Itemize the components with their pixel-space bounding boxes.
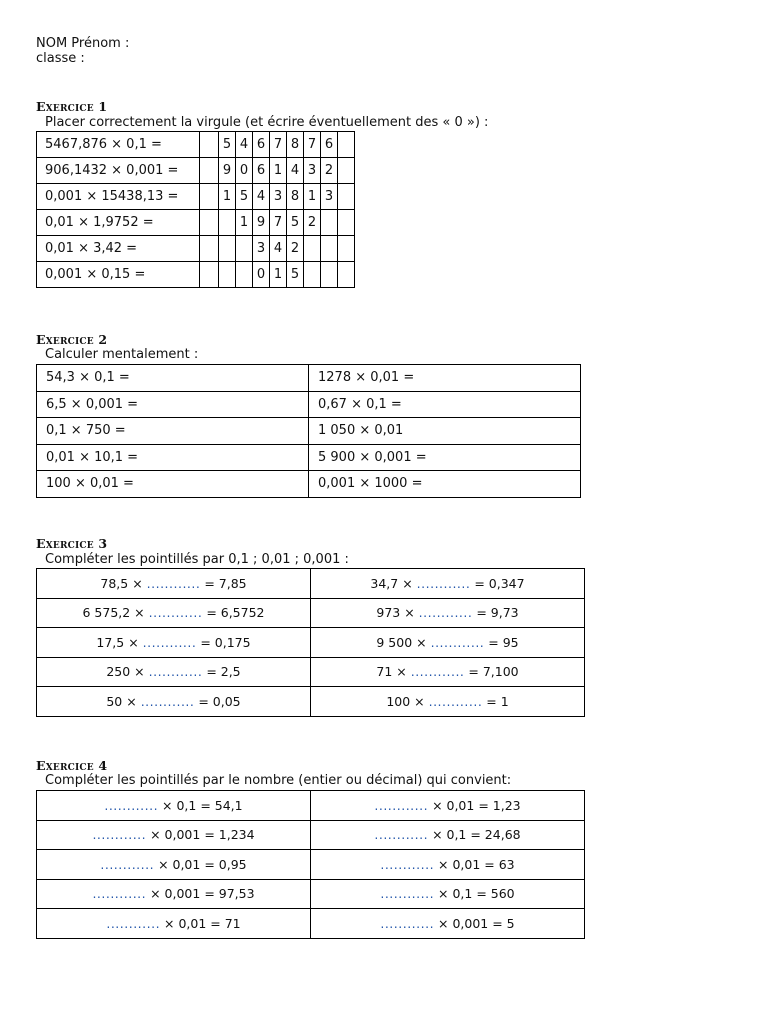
result-text: = 7,85 [204, 575, 247, 591]
calc-cell: 0,01 × 10,1 = [37, 444, 309, 471]
digit-cell: 4 [270, 236, 287, 262]
calc-cell: 5 900 × 0,001 = [309, 444, 581, 471]
equation-text: × 0,01 = 0,95 [158, 856, 247, 872]
equation-text: × 0,1 = 54,1 [162, 797, 243, 813]
blank-dots: ............ [92, 886, 147, 902]
operand-text: 50 × [106, 693, 137, 709]
operand-text: 100 × [386, 693, 425, 709]
digit-cell: 5 [287, 210, 304, 236]
blank-dots: ............ [92, 827, 147, 843]
equation-text: × 0,001 = 1,234 [150, 827, 255, 843]
digit-cell: 3 [270, 184, 287, 210]
digit-cell: 2 [287, 236, 304, 262]
equation-text: × 0,01 = 63 [438, 856, 515, 872]
name-label: NOM Prénom : [36, 36, 130, 51]
blank-dots: ............ [380, 886, 435, 902]
table-row [37, 184, 355, 210]
digit-cell [200, 158, 219, 184]
table-row [37, 132, 355, 158]
calc-cell: 0,001 × 1000 = [309, 471, 581, 498]
result-text: = 2,5 [206, 664, 241, 680]
operand-text: 34,7 × [370, 575, 413, 591]
blank-dots: ............ [380, 856, 435, 872]
operand-text: 6 575,2 × [82, 605, 145, 621]
exercise-1-table [36, 131, 355, 288]
result-text: = 0,05 [198, 693, 241, 709]
digit-cell [219, 262, 236, 288]
exercise-2-instruction: Calculer mentalement : [45, 347, 199, 362]
exercise-2-title: Exercice 2 [36, 332, 108, 347]
digit-cell [338, 158, 355, 184]
exercise-4-title: Exercice 4 [36, 758, 108, 773]
digit-cell: 7 [304, 132, 321, 158]
exercise-1-title: Exercice 1 [36, 99, 108, 114]
digit-cell: 8 [287, 184, 304, 210]
digit-cell: 5 [219, 132, 236, 158]
expression-cell: 0,001 × 15438,13 = [37, 184, 200, 210]
table-row [37, 569, 585, 599]
blank-dots: ............ [380, 915, 435, 931]
exercise-2-table [36, 364, 581, 498]
digit-cell: 3 [253, 236, 270, 262]
result-text: = 0,347 [474, 575, 525, 591]
digit-cell [321, 262, 338, 288]
digit-cell [338, 184, 355, 210]
digit-cell [321, 236, 338, 262]
equation-text: × 0,1 = 560 [438, 886, 515, 902]
calc-cell: 6,5 × 0,001 = [37, 391, 309, 418]
exercise-4-table [36, 790, 585, 939]
table-row [37, 418, 581, 445]
expression-cell: 5467,876 × 0,1 = [37, 132, 200, 158]
expression-cell: 0,01 × 1,9752 = [37, 210, 200, 236]
exercise-3-title: Exercice 3 [36, 536, 108, 551]
fill-cell [37, 791, 311, 821]
digit-cell [338, 262, 355, 288]
table-row [37, 262, 355, 288]
fill-cell [311, 569, 585, 599]
table-row [37, 687, 585, 717]
equation-text: × 0,01 = 71 [164, 915, 241, 931]
digit-cell: 1 [270, 158, 287, 184]
operand-text: 9 500 × [376, 634, 427, 650]
digit-cell: 6 [253, 158, 270, 184]
exercise-1-instruction: Placer correctement la virgule (et écrire éventuellement des « 0 ») : [45, 115, 489, 130]
digit-cell: 1 [304, 184, 321, 210]
blank-dots: ............ [100, 856, 155, 872]
digit-cell: 4 [236, 132, 253, 158]
fill-cell [311, 909, 585, 939]
result-text: = 1 [486, 693, 509, 709]
equation-text: × 0,01 = 1,23 [432, 797, 521, 813]
table-row [37, 236, 355, 262]
fill-cell [311, 628, 585, 658]
blank-dots: ............ [142, 634, 197, 650]
digit-cell: 2 [304, 210, 321, 236]
result-text: = 6,5752 [206, 605, 265, 621]
fill-cell [37, 657, 311, 687]
result-text: = 7,100 [468, 664, 519, 680]
fill-cell [311, 598, 585, 628]
expression-cell: 0,001 × 0,15 = [37, 262, 200, 288]
digit-cell: 3 [304, 158, 321, 184]
table-row [37, 909, 585, 939]
calc-cell: 1278 × 0,01 = [309, 365, 581, 392]
blank-dots: ............ [148, 664, 203, 680]
blank-dots: ............ [428, 693, 483, 709]
digit-cell: 9 [219, 158, 236, 184]
digit-cell [321, 210, 338, 236]
blank-dots: ............ [374, 797, 429, 813]
blank-dots: ............ [430, 634, 485, 650]
table-row [37, 879, 585, 909]
equation-text: × 0,001 = 97,53 [150, 886, 255, 902]
equation-text: × 0,001 = 5 [438, 915, 515, 931]
digit-cell: 4 [287, 158, 304, 184]
blank-dots: ............ [146, 575, 201, 591]
fill-cell [311, 879, 585, 909]
digit-cell: 7 [270, 210, 287, 236]
table-row [37, 628, 585, 658]
digit-cell [219, 236, 236, 262]
digit-cell [200, 210, 219, 236]
digit-cell [236, 262, 253, 288]
fill-cell [37, 820, 311, 850]
table-row [37, 598, 585, 628]
blank-dots: ............ [106, 915, 161, 931]
fill-cell [37, 909, 311, 939]
blank-dots: ............ [374, 827, 429, 843]
table-row [37, 471, 581, 498]
table-row [37, 820, 585, 850]
digit-cell: 9 [253, 210, 270, 236]
digit-cell [338, 132, 355, 158]
calc-cell: 1 050 × 0,01 [309, 418, 581, 445]
blank-dots: ............ [140, 693, 195, 709]
fill-cell [311, 791, 585, 821]
table-row [37, 657, 585, 687]
digit-cell [200, 132, 219, 158]
expression-cell: 0,01 × 3,42 = [37, 236, 200, 262]
digit-cell: 1 [219, 184, 236, 210]
blank-dots: ............ [410, 664, 465, 680]
digit-cell [338, 236, 355, 262]
digit-cell [200, 236, 219, 262]
table-row [37, 791, 585, 821]
exercise-4-instruction: Compléter les pointillés par le nombre (entier ou décimal) qui convient: [45, 773, 512, 788]
fill-cell [37, 879, 311, 909]
blank-dots: ............ [104, 797, 159, 813]
digit-cell: 2 [321, 158, 338, 184]
table-row [37, 444, 581, 471]
digit-cell: 0 [236, 158, 253, 184]
table-row [37, 391, 581, 418]
blank-dots: ............ [416, 575, 471, 591]
calc-cell: 100 × 0,01 = [37, 471, 309, 498]
class-label: classe : [36, 51, 85, 66]
operand-text: 973 × [376, 605, 415, 621]
digit-cell [338, 210, 355, 236]
fill-cell [311, 850, 585, 880]
calc-cell: 0,67 × 0,1 = [309, 391, 581, 418]
table-row [37, 365, 581, 392]
operand-text: 71 × [376, 664, 407, 680]
digit-cell: 7 [270, 132, 287, 158]
table-row [37, 210, 355, 236]
digit-cell [200, 262, 219, 288]
fill-cell [37, 569, 311, 599]
digit-cell: 6 [321, 132, 338, 158]
result-text: = 9,73 [476, 605, 519, 621]
digit-cell: 5 [287, 262, 304, 288]
fill-cell [311, 687, 585, 717]
expression-cell: 906,1432 × 0,001 = [37, 158, 200, 184]
fill-cell [37, 598, 311, 628]
result-text: = 0,175 [200, 634, 251, 650]
digit-cell [200, 184, 219, 210]
result-text: = 95 [488, 634, 519, 650]
digit-cell [236, 236, 253, 262]
digit-cell: 1 [236, 210, 253, 236]
digit-cell: 8 [287, 132, 304, 158]
exercise-3-instruction: Compléter les pointillés par 0,1 ; 0,01 ; 0,001 : [45, 552, 349, 567]
digit-cell: 3 [321, 184, 338, 210]
calc-cell: 0,1 × 750 = [37, 418, 309, 445]
digit-cell [304, 236, 321, 262]
equation-text: × 0,1 = 24,68 [432, 827, 521, 843]
digit-cell [304, 262, 321, 288]
operand-text: 17,5 × [96, 634, 139, 650]
calc-cell: 54,3 × 0,1 = [37, 365, 309, 392]
fill-cell [37, 628, 311, 658]
fill-cell [37, 687, 311, 717]
digit-cell: 0 [253, 262, 270, 288]
digit-cell: 6 [253, 132, 270, 158]
operand-text: 250 × [106, 664, 145, 680]
fill-cell [311, 657, 585, 687]
table-row [37, 850, 585, 880]
operand-text: 78,5 × [100, 575, 143, 591]
blank-dots: ............ [148, 605, 203, 621]
blank-dots: ............ [418, 605, 473, 621]
exercise-3-table [36, 568, 585, 717]
fill-cell [37, 850, 311, 880]
fill-cell [311, 820, 585, 850]
digit-cell: 4 [253, 184, 270, 210]
table-row [37, 158, 355, 184]
digit-cell: 5 [236, 184, 253, 210]
digit-cell: 1 [270, 262, 287, 288]
digit-cell [219, 210, 236, 236]
